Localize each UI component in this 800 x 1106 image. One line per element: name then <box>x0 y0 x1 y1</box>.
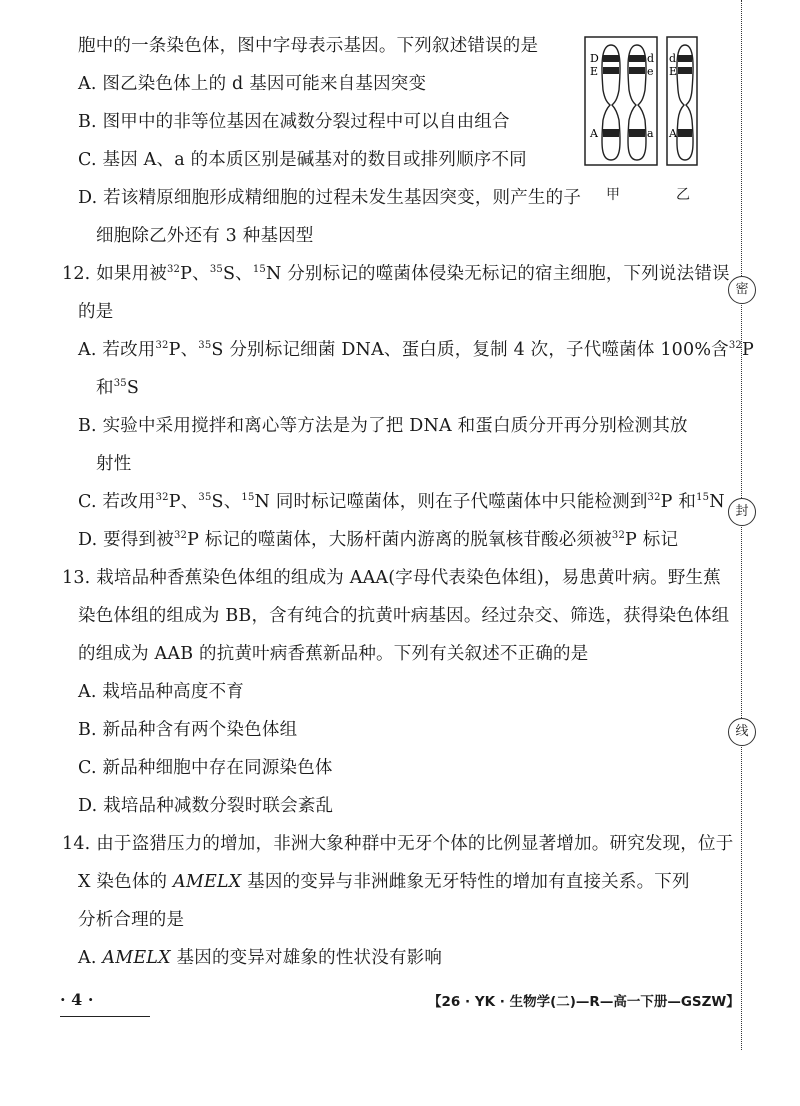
q13-stem-line2: 染色体组的组成为 BB，含有纯合的抗黄叶病基因。经过杂交、筛选，获得染色体组 <box>78 606 730 626</box>
chromosome-figure <box>583 35 703 170</box>
q14-stem-line3: 分析合理的是 <box>78 910 185 930</box>
binding-mark-feng: 封 <box>728 498 756 526</box>
label-E: E <box>590 65 599 78</box>
label-d: d <box>647 52 655 65</box>
q11-stem-continuation: 胞中的一条染色体，图中字母表示基因。下列叙述错误的是 <box>78 36 539 56</box>
binding-mark-mi: 密 <box>728 276 756 304</box>
q13-option-c: C. 新品种细胞中存在同源染色体 <box>78 758 333 778</box>
chromosome-jia-right <box>628 45 646 160</box>
label-A: A <box>590 127 598 140</box>
label-e: e <box>647 65 654 78</box>
band-A <box>603 129 619 137</box>
q11-option-c: C. 基因 A、a 的本质区别是碱基对的数目或排列顺序不同 <box>78 150 527 170</box>
q11-option-d-line1: D. 若该精原细胞形成精细胞的过程未发生基因突变，则产生的子 <box>78 188 582 208</box>
q12-option-a-line1: A. 若改用$^{32}$P、$^{35}$S 分别标记细菌 DNA、蛋白质，复制 4 次，子代噬菌体 100%含$^{32}$P <box>78 340 754 360</box>
q12-option-b-line2: 射性 <box>96 454 132 474</box>
band-a <box>629 129 645 137</box>
band-d <box>629 55 645 62</box>
q14-stem-line2: X 染色体的 AMELX 基因的变异与非洲雌象无牙特性的增加有直接关系。下列 <box>78 872 690 892</box>
chromosome-yi <box>677 45 693 160</box>
q14-option-a: A. AMELX 基因的变异对雄象的性状没有影响 <box>78 948 443 968</box>
label-yi-A: A <box>669 127 677 140</box>
label-a: a <box>647 127 654 140</box>
label-D: D <box>590 52 599 65</box>
band-D <box>603 55 619 62</box>
q13-option-a: A. 栽培品种高度不育 <box>78 682 244 702</box>
q13-option-b: B. 新品种含有两个染色体组 <box>78 720 298 740</box>
q12-option-d: D. 要得到被$^{32}$P 标记的噬菌体，大肠杆菌内游离的脱氧核苷酸必须被$^{32}$P 标记 <box>78 530 679 550</box>
band-yi-A <box>678 129 692 137</box>
q13-option-d: D. 栽培品种减数分裂时联会紊乱 <box>78 796 334 816</box>
q12-option-a-line2: 和$^{35}$S <box>96 378 140 398</box>
band-e <box>629 67 645 74</box>
label-yi-E: E <box>669 65 678 78</box>
page-number: · 4 · <box>60 990 94 1009</box>
q11-option-b: B. 图甲中的非等位基因在减数分裂过程中可以自由组合 <box>78 112 510 132</box>
q12-option-c: C. 若改用$^{32}$P、$^{35}$S、$^{15}$N 同时标记噬菌体，则在子代噬菌体中只能检测到$^{32}$P 和$^{15}$N <box>78 492 725 512</box>
figure-caption-yi: 乙 <box>676 187 690 203</box>
chromosome-jia-left <box>602 45 620 160</box>
q13-stem-line3: 的组成为 AAB 的抗黄叶病香蕉新品种。下列有关叙述不正确的是 <box>78 644 589 664</box>
binding-mark-xian: 线 <box>728 718 756 746</box>
q14-stem-line1: 14. 由于盗猎压力的增加，非洲大象种群中无牙个体的比例显著增加。研究发现，位于 <box>62 834 734 854</box>
band-E <box>603 67 619 74</box>
q11-option-a: A. 图乙染色体上的 d 基因可能来自基因突变 <box>78 74 427 94</box>
band-yi-d <box>678 55 692 62</box>
figure-caption-jia: 甲 <box>606 187 620 203</box>
band-yi-E <box>678 67 692 74</box>
q12-stem-line2: 的是 <box>78 302 114 322</box>
label-yi-d: d <box>669 52 677 65</box>
q12-stem-line1: 12. 如果用被$^{32}$P、$^{35}$S、$^{15}$N 分别标记的噬菌体侵染无标记的宿主细胞，下列说法错误 <box>62 264 730 284</box>
page-number-underline <box>60 1016 150 1017</box>
q11-option-d-line2: 细胞除乙外还有 3 种基因型 <box>96 226 314 246</box>
q12-option-b-line1: B. 实验中采用搅拌和离心等方法是为了把 DNA 和蛋白质分开再分别检测其放 <box>78 416 688 436</box>
q13-stem-line1: 13. 栽培品种香蕉染色体组的组成为 AAA(字母代表染色体组)，易患黄叶病。野生蕉 <box>62 568 721 588</box>
exam-code: 【26 · YK · 生物学(二)—R—高一下册—GSZW】 <box>428 994 740 1010</box>
